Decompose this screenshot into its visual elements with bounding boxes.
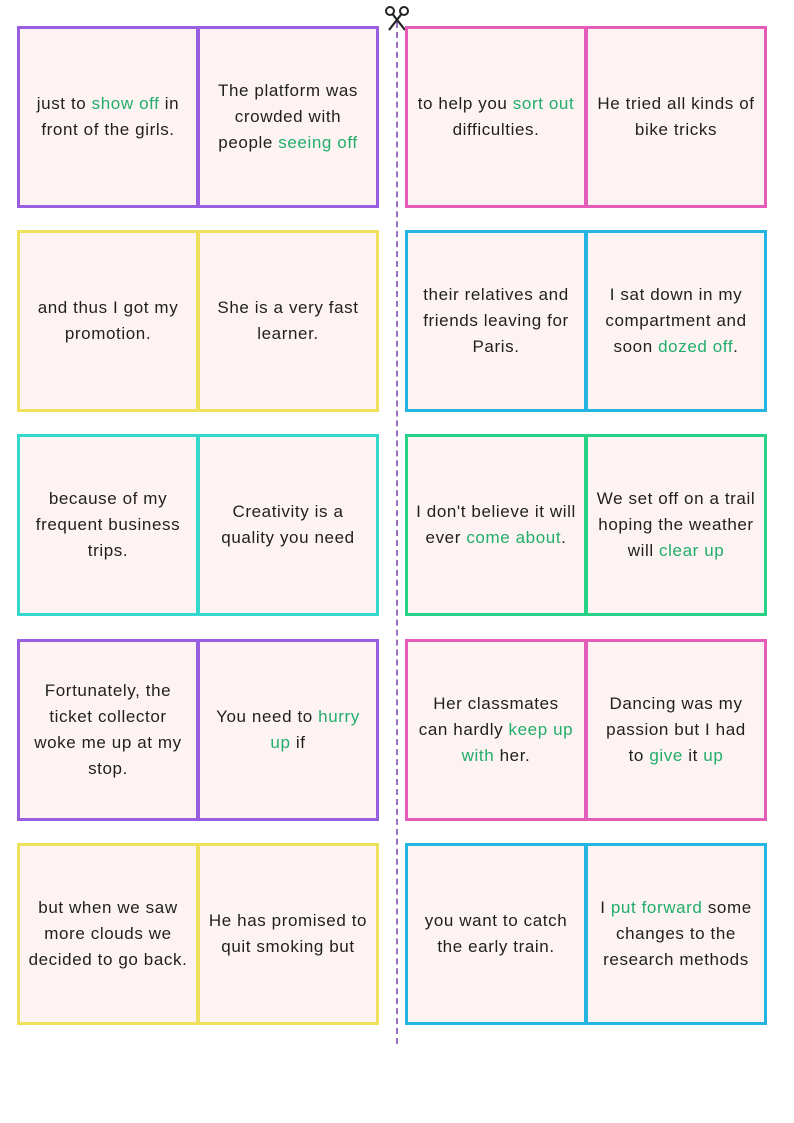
card-text-segment: it xyxy=(682,746,704,765)
card-text-segment: I don't believe it will ever xyxy=(416,502,576,547)
card-text xyxy=(28,895,188,973)
domino-card xyxy=(405,26,587,208)
domino-card xyxy=(405,230,587,412)
domino-card xyxy=(585,639,767,821)
card-text xyxy=(596,895,756,973)
card-text-segment: and thus I got my promotion. xyxy=(37,298,179,343)
card-text xyxy=(208,499,368,551)
card-text xyxy=(416,91,576,143)
card-text xyxy=(596,486,756,564)
phrasal-verb: keep up with xyxy=(461,720,574,765)
card-text-segment: because of my frequent business trips. xyxy=(35,489,181,560)
domino-card xyxy=(585,843,767,1025)
domino-card xyxy=(197,843,379,1025)
phrasal-verb: give xyxy=(649,746,683,765)
phrasal-verb: seeing off xyxy=(278,133,358,152)
card-text-segment: You need to xyxy=(216,707,319,726)
card-text xyxy=(416,499,576,551)
card-text-segment: their relatives and friends leaving for Paris. xyxy=(423,285,569,356)
phrasal-verb: hurry up xyxy=(270,707,360,752)
card-text-segment: her. xyxy=(494,746,531,765)
domino-card xyxy=(405,434,587,616)
domino-card xyxy=(17,434,199,616)
card-text xyxy=(208,295,368,347)
domino-card xyxy=(405,639,587,821)
card-text-segment: some changes to the research methods xyxy=(603,898,752,969)
card-text xyxy=(596,691,756,769)
card-text-segment: difficulties. xyxy=(452,120,540,139)
domino-card xyxy=(585,26,767,208)
card-text-segment: He has promised to quit smoking but xyxy=(208,911,368,956)
card-text-segment: in front of the girls. xyxy=(41,94,180,139)
domino-card xyxy=(197,26,379,208)
card-text-segment: just to xyxy=(36,94,92,113)
domino-card xyxy=(17,639,199,821)
card-text-segment: Creativity is a quality you need xyxy=(221,502,355,547)
card-text-segment: . xyxy=(561,528,567,547)
card-text-segment: He tried all kinds of bike tricks xyxy=(597,94,755,139)
card-text-segment: I xyxy=(600,898,611,917)
phrasal-verb: put forward xyxy=(610,898,703,917)
card-text-segment: but when we saw more clouds we decided to go back. xyxy=(28,898,188,969)
card-text-segment: to help you xyxy=(417,94,513,113)
card-text-segment: if xyxy=(290,733,306,752)
card-text xyxy=(416,282,576,360)
phrasal-verb: up xyxy=(703,746,724,765)
card-text xyxy=(208,908,368,960)
card-text-segment: Her classmates can hardly xyxy=(418,694,559,739)
card-text-segment: We set off on a trail hoping the weather will xyxy=(596,489,756,560)
phrasal-verb: sort out xyxy=(512,94,575,113)
domino-card xyxy=(585,434,767,616)
card-text-segment: Dancing was my passion but I had to xyxy=(606,694,746,765)
card-text xyxy=(416,908,576,960)
domino-card xyxy=(17,230,199,412)
card-text xyxy=(596,282,756,360)
card-text xyxy=(208,704,368,756)
phrasal-verb: clear up xyxy=(659,541,725,560)
card-text-segment: I sat down in my compartment and soon xyxy=(605,285,747,356)
card-text xyxy=(28,295,188,347)
cut-line xyxy=(396,22,398,1044)
card-text-segment: The platform was crowded with people xyxy=(218,81,358,152)
card-text xyxy=(28,678,188,782)
domino-card xyxy=(585,230,767,412)
domino-card xyxy=(17,843,199,1025)
card-text xyxy=(28,486,188,564)
phrasal-verb: dozed off xyxy=(658,337,734,356)
phrasal-verb: show off xyxy=(91,94,160,113)
card-text xyxy=(416,691,576,769)
card-text xyxy=(208,78,368,156)
domino-card xyxy=(197,230,379,412)
card-text xyxy=(596,91,756,143)
card-text-segment: Fortunately, the ticket collector woke me up at my stop. xyxy=(34,681,182,778)
domino-card xyxy=(405,843,587,1025)
domino-card xyxy=(17,26,199,208)
phrasal-verb: come about xyxy=(466,528,562,547)
domino-card xyxy=(197,434,379,616)
card-text-segment: . xyxy=(733,337,739,356)
card-text-segment: She is a very fast learner. xyxy=(217,298,359,343)
domino-card xyxy=(197,639,379,821)
card-text-segment: you want to catch the early train. xyxy=(424,911,568,956)
card-text xyxy=(28,91,188,143)
